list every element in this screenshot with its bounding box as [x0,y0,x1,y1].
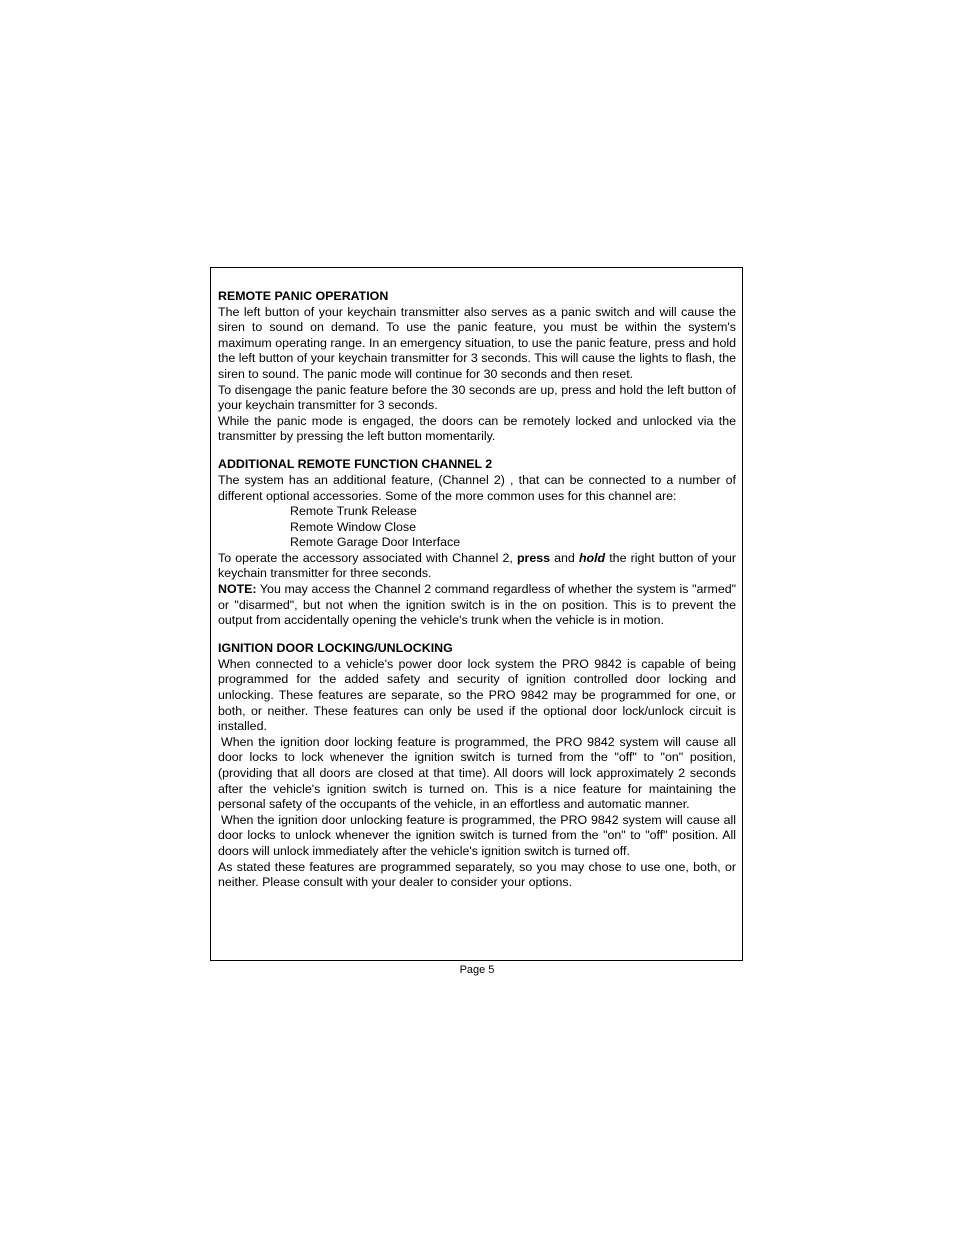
section-heading: IGNITION DOOR LOCKING/UNLOCKING [218,641,453,656]
paragraph: When the ignition door locking feature is programmed, the PRO 9842 system will cause all door locks to lock whenever the ignition switch is turned from the "off" to "on" position, (providing that all doors are closed at that time). All doors will lock approximately 2 seconds after the vehicle's ignition switch is turned on. This is a nice feature for maintaining the personal safety of the occupants of the vehicle, in an effortless and automatic manner. [218,734,736,812]
accessory-list [218,504,736,551]
page-number: Page 5 [459,964,495,976]
hold-emphasis: hold [578,550,606,565]
paragraph: To disengage the panic feature before the 30 seconds are up, press and hold the left button of your keychain transmitter for 3 seconds. [218,382,736,413]
section-remote-panic [218,289,736,445]
section-heading: REMOTE PANIC OPERATION [218,289,389,303]
operate-text: and [550,550,579,565]
note-label: NOTE: [218,582,257,597]
paragraph: When connected to a vehicle's power door lock system the PRO 9842 is capable of being programmed for the added safety and security of ignition controlled door locking and unlocking. These features are separate, so the PRO 9842 may be programmed for one, or both, or neither. These features can only be used if the optional door lock/unlock circuit is installed. [218,656,736,734]
paragraph: The left button of your keychain transmitter also serves as a panic switch and will cause the siren to sound on demand. To use the panic feature, you must be within the system's maximum operating range. In an emergency situation, to use the panic feature, press and hold the left button of your keychain transmitter for 3 seconds. This will cause the lights to flash, the siren to sound. The panic mode will continue for 30 seconds and then reset. [218,304,736,381]
section-channel-2 [218,457,736,629]
paragraph: While the panic mode is engaged, the doors can be remotely locked and unlocked via the transmitter by pressing the left button momentarily. [218,413,736,444]
paragraph: As stated these features are programmed separately, so you may chose to use one, both, or neither. Please consult with your dealer to consider your options. [218,859,736,890]
section-heading: ADDITIONAL REMOTE FUNCTION CHANNEL 2 [218,457,493,472]
press-emphasis: press [516,550,551,565]
paragraph: The system has an additional feature, (Channel 2) , that can be connected to a number of different optional accessories. Some of the more common uses for this channel are: [218,472,736,503]
operate-paragraph [218,551,736,582]
list-item: Remote Garage Door Interface [290,535,461,550]
paragraph: When the ignition door unlocking feature is programmed, the PRO 9842 system will cause all door locks to unlock whenever the ignition switch is turned from the "on" to "off" position. All doors will unlock immediately after the vehicle's ignition switch is turned off. [218,812,736,858]
section-ignition-door [218,641,736,891]
note-text: You may access the Channel 2 command regardless of whether the system is "armed" or "disarmed", but not when the ignition switch is in the on position. This is to prevent the output from accidentally opening the vehicle's trunk when the vehicle is in motion. [218,582,736,628]
manual-content [218,289,736,903]
operate-text: To operate the accessory associated with Channel 2, [218,550,517,565]
list-item: Remote Trunk Release [290,504,417,519]
list-item: Remote Window Close [290,519,417,534]
note-paragraph [218,582,736,629]
operate-text: the right button of your keychain transmitter for three seconds. [218,550,736,581]
